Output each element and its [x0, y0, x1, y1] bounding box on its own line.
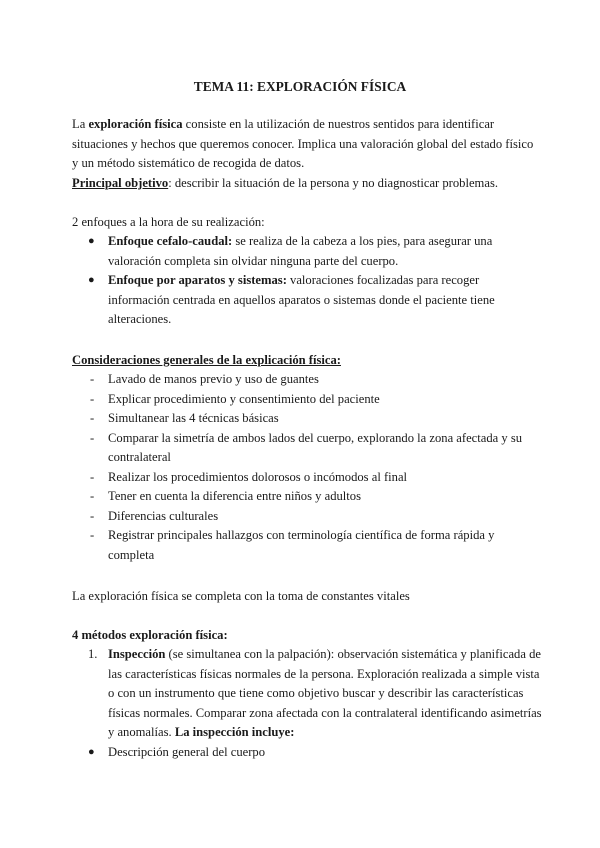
- list-item: [72, 526, 542, 565]
- methods-heading-text: 4 métodos exploración física:: [72, 628, 228, 642]
- list-item: [72, 645, 542, 743]
- approaches-heading: 2 enfoques a la hora de su realización:: [72, 215, 265, 229]
- considerations-heading-text: Consideraciones generales de la explicación física:: [72, 353, 341, 367]
- consideration-text: Registrar principales hallazgos con terminología científica de forma rápida y completa: [108, 528, 495, 562]
- dash-icon: -: [90, 489, 95, 503]
- method-number: 1.: [88, 647, 98, 661]
- dash-icon: -: [90, 508, 95, 523]
- method-title: Inspección: [108, 647, 166, 661]
- consideration-text: Lavado de manos previo y uso de guantes: [108, 372, 319, 386]
- list-item: [72, 429, 542, 468]
- method-tail: La inspección incluye:: [174, 725, 295, 739]
- consideration-text: Comparar la simetría de ambos lados del cuerpo, explorando la zona afectada y su contralateral: [108, 430, 523, 464]
- intro-term: exploración física: [88, 117, 183, 131]
- list-item: [72, 409, 542, 429]
- consideration-text: Simultanear las 4 técnicas básicas: [108, 411, 279, 425]
- considerations-heading: [72, 351, 542, 371]
- inspection-list: [72, 743, 542, 763]
- consideration-text: Explicar procedimiento y consentimiento del paciente: [108, 391, 380, 406]
- vitals-note: La exploración física se completa con la toma de constantes vitales: [72, 589, 410, 603]
- approaches-list: [72, 232, 542, 330]
- dash-icon: -: [90, 372, 95, 386]
- consideration-text: Diferencias culturales: [108, 508, 219, 523]
- dash-icon: -: [90, 411, 95, 425]
- bullet-icon: ●: [88, 274, 95, 286]
- inspection-item-text: Descripción general del cuerpo: [108, 745, 265, 759]
- bullet-icon: ●: [88, 235, 95, 247]
- list-item: [72, 743, 542, 763]
- list-item: [72, 232, 542, 271]
- intro-rest: consiste en la utilización de nuestros sentidos para identificar situaciones y hechos que queremos conocer. Implica una valoración global del estado físico y un método sistemático de recogida de datos.: [72, 117, 534, 170]
- list-item: [72, 468, 542, 488]
- considerations-list: [72, 370, 542, 565]
- methods-heading: [72, 626, 542, 646]
- approach-text: valoraciones focalizadas para recoger información centrada en aquellos aparatos o sistemas donde el paciente tiene alteraciones.: [108, 273, 495, 326]
- method-text: (se simultanea con la palpación): observación sistemática y planificada de las características físicas normales de la persona. Exploración realizada a simple vista o con un instrumento que tiene como objetivo buscar y describir las características físicas normales. Comparar zona afectada con la contralateral identificando asimetrías y anomalías.: [108, 647, 542, 739]
- dash-icon: -: [90, 430, 95, 445]
- list-item: [72, 370, 542, 390]
- list-item: [72, 487, 542, 507]
- approach-title: Enfoque por aparatos y sistemas:: [108, 273, 287, 287]
- dash-icon: -: [90, 528, 95, 542]
- objective-text: : describir la situación de la persona y no diagnosticar problemas.: [168, 175, 498, 190]
- list-item: [72, 390, 542, 410]
- methods-list: [72, 645, 542, 743]
- approach-title: Enfoque cefalo-caudal:: [108, 234, 233, 248]
- intro-lead: La: [72, 117, 89, 131]
- approach-text: se realiza de la cabeza a los pies, para asegurar una valoración completa sin olvidar ninguna parte del cuerpo.: [108, 234, 493, 268]
- objective-label: Principal objetivo: [72, 175, 169, 190]
- consideration-text: Realizar los procedimientos dolorosos o incómodos al final: [108, 469, 408, 484]
- list-item: [72, 507, 542, 527]
- consideration-text: Tener en cuenta la diferencia entre niños y adultos: [108, 489, 361, 503]
- list-item: [72, 271, 542, 330]
- bullet-icon: ●: [88, 746, 95, 758]
- page-title: TEMA 11: EXPLORACIÓN FÍSICA: [193, 79, 407, 94]
- dash-icon: -: [90, 391, 95, 406]
- intro-paragraph: [72, 115, 542, 193]
- dash-icon: -: [90, 469, 95, 484]
